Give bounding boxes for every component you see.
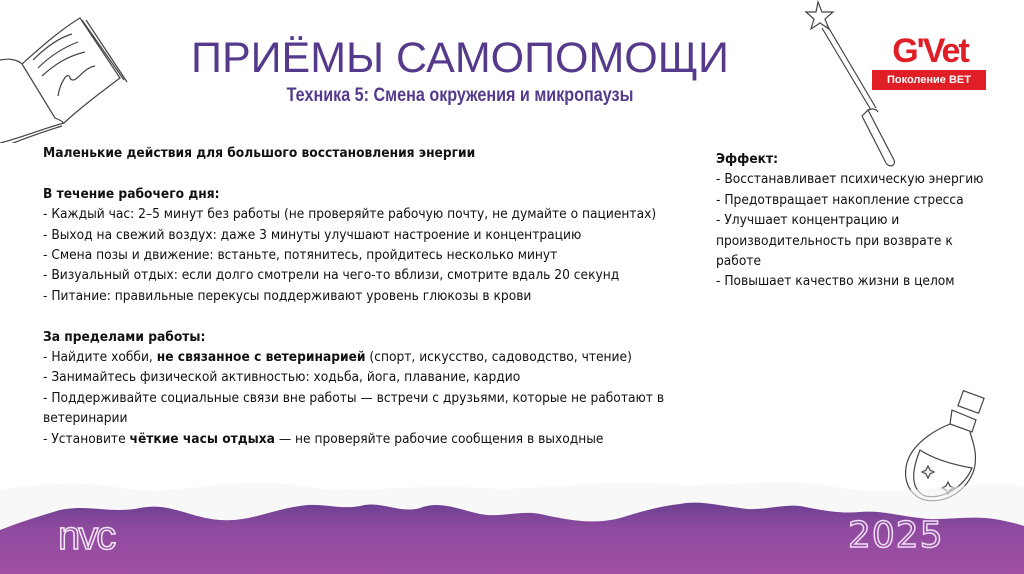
workday-item: - Смена позы и движение: встаньте, потянитесь, пройдитесь несколько минут xyxy=(43,248,558,264)
main-content xyxy=(43,144,665,450)
page-subtitle: Техника 5: Смена окружения и микропаузы xyxy=(286,85,634,106)
logo-brand: G'Vet xyxy=(892,32,968,70)
workday-item: - Питание: правильные перекусы поддерживают уровень глюкозы в крови xyxy=(43,288,532,304)
effect-heading: Эффект: xyxy=(716,152,779,167)
effect-item: - Улучшает концентрацию и производительность при возврате к работе xyxy=(716,213,953,270)
workday-item: - Каждый час: 2–5 минут без работы (не проверяйте рабочую почту, не думайте о пациентах) xyxy=(43,207,657,223)
effect-item: - Восстанавливает психическую энергию xyxy=(716,172,984,188)
outside-item-rest-hours: - Установите чёткие часы отдыха — не проверяйте рабочие сообщения в выходные xyxy=(43,431,604,447)
effect-panel xyxy=(716,150,986,293)
nvc-logo: nvc xyxy=(58,514,115,558)
intro-text: Маленькие действия для большого восстановления энергии xyxy=(43,146,476,161)
workday-item: - Выход на свежий воздух: даже 3 минуты улучшают настроение и концентрацию xyxy=(43,227,582,243)
effect-item: - Предотвращает накопление стресса xyxy=(716,192,964,208)
outside-item-activity: - Занимайтесь физической активностью: ходьба, йога, плавание, кардио xyxy=(43,370,521,386)
page-title: ПРИЁМЫ САМОПОМОЩИ xyxy=(191,34,729,82)
outside-heading: За пределами работы: xyxy=(43,329,206,345)
gvet-logo xyxy=(870,32,988,92)
outside-item-hobby: - Найдите хобби, не связанное с ветеринарией (спорт, искусство, садоводство, чтение) xyxy=(43,350,632,366)
effect-item: - Повышает качество жизни в целом xyxy=(716,274,955,290)
outside-item-social: - Поддерживайте социальные связи вне работы — встречи с друзьями, которые не работают в ветеринарии xyxy=(43,390,665,427)
year-label: 2025 xyxy=(848,515,944,556)
workday-item: - Визуальный отдых: если долго смотрели на чего-то вблизи, смотрите вдаль 20 секунд xyxy=(43,268,620,284)
logo-tagline: Поколение ВЕТ xyxy=(872,70,986,90)
workday-heading: В течение рабочего дня: xyxy=(43,186,220,202)
